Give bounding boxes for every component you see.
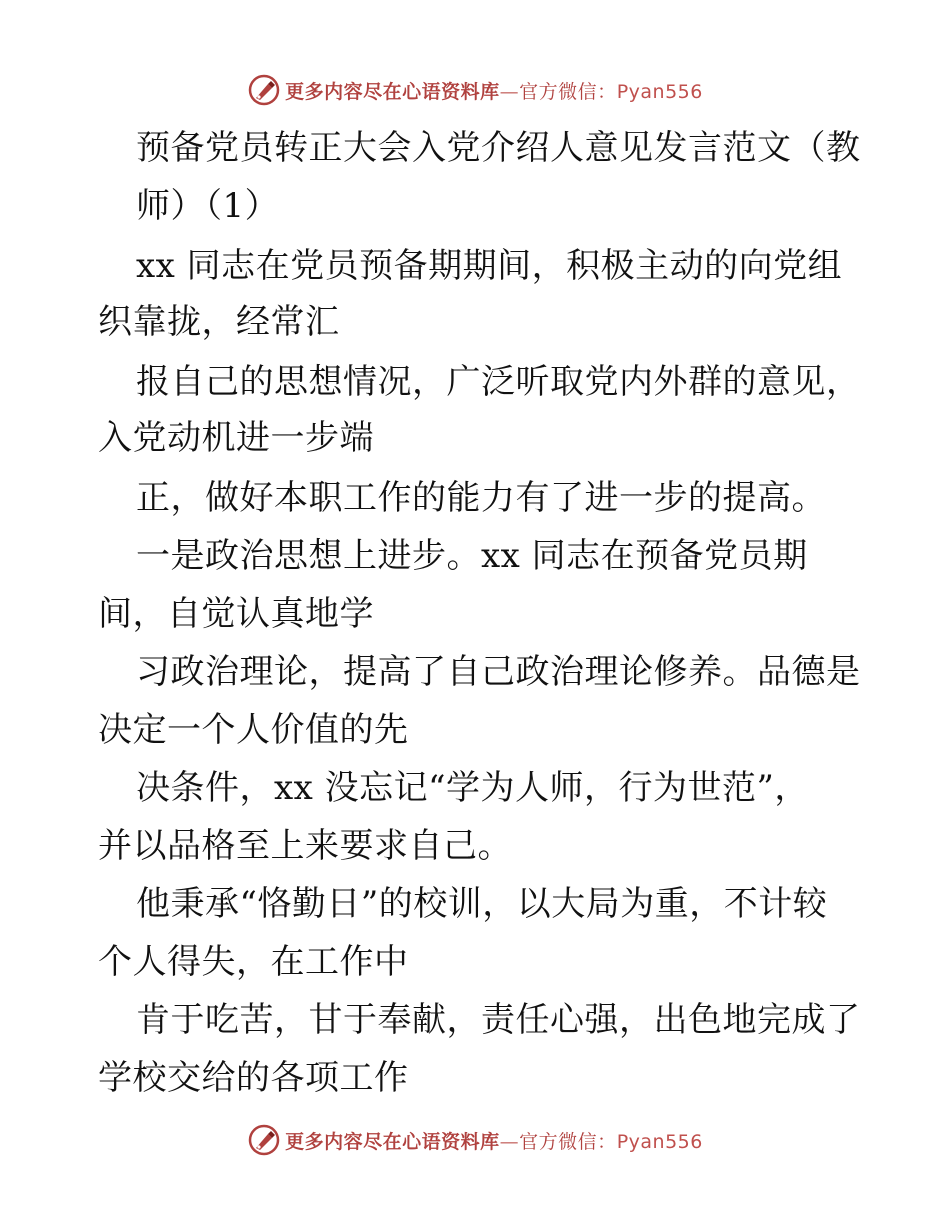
header-watermark-banner (0, 70, 950, 110)
paragraph-line: 织靠拢，经常汇 (98, 302, 340, 342)
watermark-dash: — (499, 80, 520, 103)
paragraph-line: 一是政治思想上进步。xx 同志在预备党员期 (136, 536, 808, 576)
paragraph-line: 间，自觉认真地学 (98, 594, 374, 634)
watermark-text (285, 1127, 703, 1154)
watermark-text (285, 77, 703, 104)
paragraph-line: 个人得失，在工作中 (98, 942, 409, 982)
pen-nib-logo-icon (247, 1123, 281, 1157)
paragraph-line: xx 同志在党员预备期期间，积极主动的向党组 (136, 246, 843, 286)
document-title-line-1: 预备党员转正大会入党介绍人意见发言范文（教 (136, 128, 861, 168)
paragraph-line: 正，做好本职工作的能力有了进一步的提高。 (136, 478, 826, 518)
paragraph-line: 决条件，xx 没忘记“学为人师，行为世范”， (136, 768, 809, 808)
watermark-brand: 更多内容尽在心语资料库 (285, 1130, 500, 1153)
paragraph-line: 肯于吃苦，甘于奉献，责任心强，出色地完成了 (136, 1000, 861, 1040)
footer-watermark-banner (0, 1120, 950, 1160)
paragraph-line: 学校交给的各项工作 (98, 1058, 409, 1098)
watermark-official: 官方微信： (519, 1130, 617, 1153)
paragraph-line: 习政治理论，提高了自己政治理论修养。品德是 (136, 652, 861, 692)
watermark-brand: 更多内容尽在心语资料库 (285, 80, 500, 103)
watermark-handle: Pyan556 (616, 80, 703, 103)
paragraph-line: 并以品格至上来要求自己。 (98, 826, 512, 866)
pen-nib-logo-icon (247, 73, 281, 107)
watermark-handle: Pyan556 (616, 1130, 703, 1153)
document-title-line-2: 师）（1） (136, 186, 280, 226)
paragraph-line: 决定一个人价值的先 (98, 710, 409, 750)
watermark-dash: — (499, 1130, 520, 1153)
paragraph-line: 他秉承“恪勤日”的校训，以大局为重，不计较 (136, 884, 828, 924)
watermark-official: 官方微信： (519, 80, 617, 103)
paragraph-line: 报自己的思想情况，广泛听取党内外群的意见， (136, 362, 861, 402)
paragraph-line: 入党动机进一步端 (98, 418, 374, 458)
